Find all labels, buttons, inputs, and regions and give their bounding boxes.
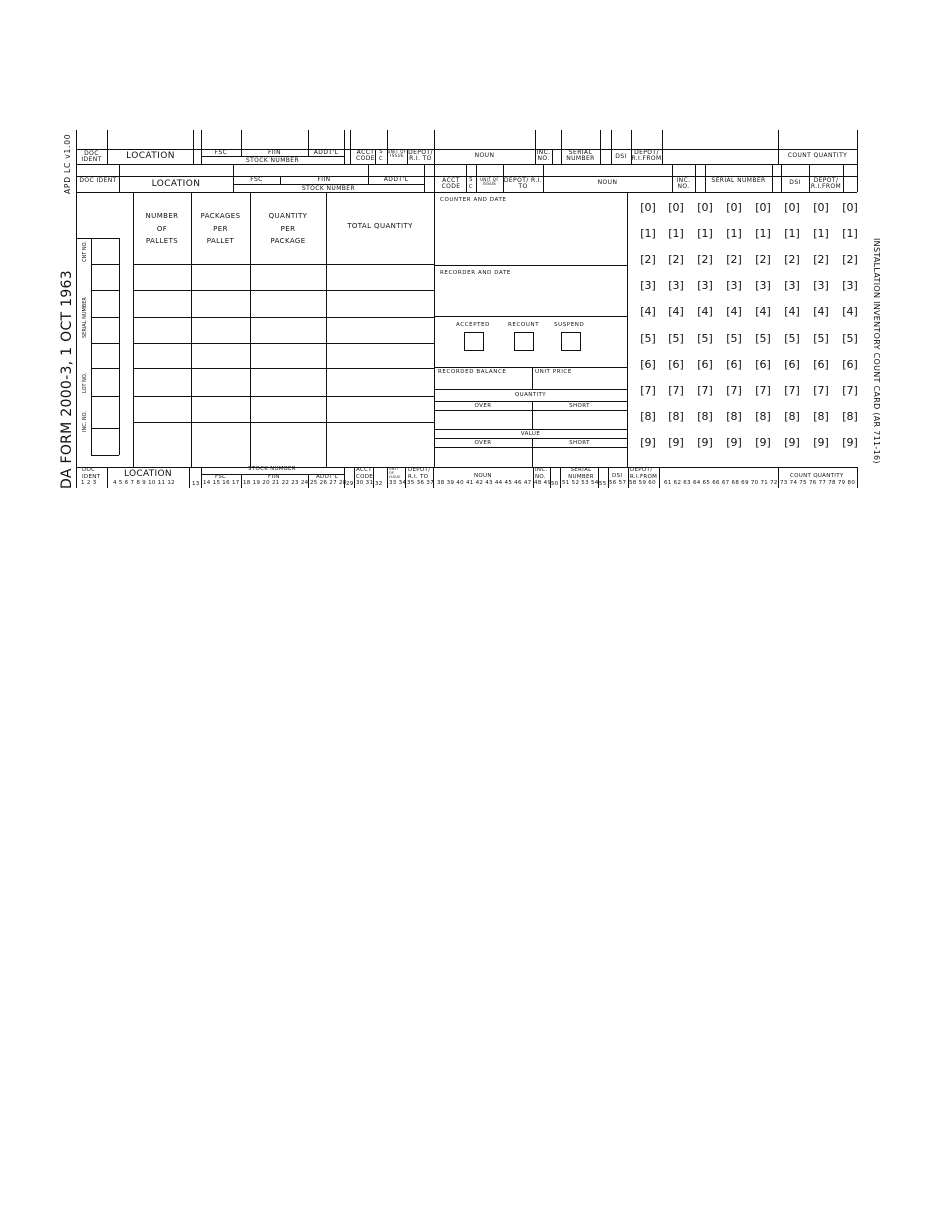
digit-4-3[interactable]: [3] [755,279,771,292]
f-col-50: 50 [551,481,559,487]
digit-5-7[interactable]: [7] [784,384,800,397]
f-col-35-37: 35 36 37 [407,480,434,486]
h1-location: LOCATION [126,151,175,161]
digit-6-3[interactable]: [3] [813,279,829,292]
col-packages-per-pallet: PACKAGES PER PALLET [200,212,241,245]
h1-count-quantity: COUNT QUANTITY [787,152,848,159]
digit-0-7[interactable]: [7] [640,384,656,397]
h1-s: S [379,149,383,155]
f-fsc: FSC [215,474,227,480]
f-stock-number: STOCK NUMBER [248,466,296,472]
counter-and-date: COUNTER AND DATE [440,197,507,203]
f-col-56-57: 56 57 [609,480,627,486]
h2-unit-of-issue: UNIT OF ISSUE [479,177,500,186]
h2-depot-from: DEPOT/ R.I.FROM [810,177,842,190]
digit-2-2[interactable]: [2] [697,253,713,266]
f-col-73-80: 73 74 75 76 77 78 79 80 [780,480,856,486]
digit-4-2[interactable]: [2] [755,253,771,266]
h2-s: S [469,177,473,183]
accepted-label: ACCEPTED [456,322,491,328]
label-cnt-no: CNT NO. [82,241,88,262]
digit-3-2[interactable]: [2] [726,253,742,266]
suspend-checkbox[interactable] [561,332,581,351]
digit-5-9[interactable]: [9] [784,436,800,449]
digit-7-8[interactable]: [8] [842,410,858,423]
digit-2-0[interactable]: [0] [697,201,713,214]
h2-dsi: DSI [789,179,801,186]
h1-fsc: FSC [214,149,228,156]
digit-2-3[interactable]: [3] [697,279,713,292]
digit-7-3[interactable]: [3] [842,279,858,292]
h2-inc-no: INC. NO. [676,177,691,190]
f-col-29: 29 [346,481,354,487]
digit-1-7[interactable]: [7] [668,384,684,397]
digit-1-9[interactable]: [9] [668,436,684,449]
h2-stock-number: STOCK NUMBER [301,185,356,192]
quantity-label: QUANTITY [514,392,547,398]
digit-3-8[interactable]: [8] [726,410,742,423]
f-col-33-34: 33 34 [389,480,407,486]
digit-5-2[interactable]: [2] [784,253,800,266]
digit-6-4[interactable]: [4] [813,305,829,318]
h2-doc-ident: DOC IDENT [79,177,117,184]
unit-price-label: UNIT PRICE [535,369,572,375]
label-lot-no: LOT NO. [82,372,88,393]
digit-2-8[interactable]: [8] [697,410,713,423]
digit-2-5[interactable]: [5] [697,332,713,345]
f-serial-number: SERIAL NUMBER [568,467,594,480]
recorded-balance-label: RECORDED BALANCE [438,369,507,375]
h1-serial-number: SERIAL NUMBER [566,149,595,162]
value-short-label: SHORT [569,440,590,446]
digit-4-8[interactable]: [8] [755,410,771,423]
f-col-48-49: 48 49 [534,480,552,486]
digit-7-6[interactable]: [6] [842,358,858,371]
digit-4-5[interactable]: [5] [755,332,771,345]
digit-5-8[interactable]: [8] [784,410,800,423]
digit-1-5[interactable]: [5] [668,332,684,345]
digit-0-6[interactable]: [6] [640,358,656,371]
digit-7-1[interactable]: [1] [842,227,858,240]
f-col-13: 13 [192,481,200,487]
digit-0-2[interactable]: [2] [640,253,656,266]
digit-1-8[interactable]: [8] [668,410,684,423]
f-col-51-54: 51 52 53 54 [562,480,599,486]
digit-0-9[interactable]: [9] [640,436,656,449]
f-depot-from: DEPOT/ R.I.FROM [630,467,658,480]
h1-addtl: ADDT'L [313,149,339,156]
digit-3-0[interactable]: [0] [726,201,742,214]
digit-4-9[interactable]: [9] [755,436,771,449]
f-col-25-28: 25 26 27 28 [310,480,347,486]
h1-stock-number: STOCK NUMBER [245,157,300,164]
digit-1-2[interactable]: [2] [668,253,684,266]
f-col-32: 32 [375,481,383,487]
accepted-checkbox[interactable] [464,332,484,351]
digit-0-1[interactable]: [1] [640,227,656,240]
digit-6-5[interactable]: [5] [813,332,829,345]
digit-5-5[interactable]: [5] [784,332,800,345]
h2-acct-code: ACCT CODE [441,177,461,190]
digit-2-4[interactable]: [4] [697,305,713,318]
digit-7-9[interactable]: [9] [842,436,858,449]
h1-fiin: FIIN [267,149,282,156]
digit-6-0[interactable]: [0] [813,201,829,214]
f-fiin: FIIN [268,474,280,480]
f-col-58-60: 58 59 60 [629,480,656,486]
digit-0-0[interactable]: [0] [640,201,656,214]
digit-4-7[interactable]: [7] [755,384,771,397]
h2-c: C [469,184,473,190]
digit-7-2[interactable]: [2] [842,253,858,266]
digit-2-6[interactable]: [6] [697,358,713,371]
digit-4-4[interactable]: [4] [755,305,771,318]
digit-7-0[interactable]: [0] [842,201,858,214]
f-doc-ident: DOC IDENT [82,467,101,480]
h1-doc-ident: DOC IDENT [81,150,102,163]
h2-serial-number: SERIAL NUMBER [711,177,766,184]
digit-2-9[interactable]: [9] [697,436,713,449]
f-col-30-31: 30 31 [356,480,374,486]
digit-6-9[interactable]: [9] [813,436,829,449]
digit-1-6[interactable]: [6] [668,358,684,371]
f-acct-code: ACCT CODE [356,467,374,480]
form-title: INSTALLATION INVENTORY COUNT CARD (AR 711-16) [872,238,881,464]
digit-6-6[interactable]: [6] [813,358,829,371]
f-dsi: DSI [612,473,623,479]
digit-1-1[interactable]: [1] [668,227,684,240]
label-serial-number: SERIAL NUMBER [82,297,88,338]
h2-noun: NOUN [597,179,618,186]
digit-5-3[interactable]: [3] [784,279,800,292]
f-addtl: ADDT'L [316,474,338,480]
digit-1-3[interactable]: [3] [668,279,684,292]
h2-fiin: FIIN [317,176,331,183]
col-quantity-per-package: QUANTITY PER PACKAGE [268,212,308,245]
digit-3-6[interactable]: [6] [726,358,742,371]
label-inc-no: INC. NO. [82,411,88,432]
f-inc-no: INC. NO. [535,467,548,480]
digit-3-9[interactable]: [9] [726,436,742,449]
digit-4-1[interactable]: [1] [755,227,771,240]
f-col-18-24: 18 19 20 21 22 23 24 [243,480,309,486]
h1-acct-code: ACCT CODE [356,149,375,162]
h1-noun: NOUN [474,152,495,159]
digit-6-1[interactable]: [1] [813,227,829,240]
h1-depot-from: DEPOT/ R.I.FROM [631,149,662,162]
digit-5-1[interactable]: [1] [784,227,800,240]
version-label: APD LC v1.00 [63,133,72,194]
h1-unit-of-issue: UNIT OF ISSUE [387,149,407,158]
digit-2-1[interactable]: [1] [697,227,713,240]
digit-6-7[interactable]: [7] [813,384,829,397]
digit-3-1[interactable]: [1] [726,227,742,240]
digit-3-7[interactable]: [7] [726,384,742,397]
h2-fsc: FSC [250,176,263,183]
digit-6-8[interactable]: [8] [813,410,829,423]
h1-c: C [379,156,383,162]
f-col-38-47: 38 39 40 41 42 43 44 45 46 47 [437,480,532,486]
f-col-55: 55 [599,481,607,487]
digit-3-5[interactable]: [5] [726,332,742,345]
digit-7-4[interactable]: [4] [842,305,858,318]
form-number: DA FORM 2000-3, 1 OCT 1963 [59,270,75,489]
digit-7-7[interactable]: [7] [842,384,858,397]
digit-3-4[interactable]: [4] [726,305,742,318]
digit-5-0[interactable]: [0] [784,201,800,214]
quantity-over-label: OVER [474,403,492,409]
col-number-of-pallets: NUMBER OF PALLETS [145,212,179,245]
recorder-and-date: RECORDER AND DATE [440,270,511,276]
h1-dsi: DSI [615,153,627,160]
f-noun: NOUN [474,473,492,479]
f-location: LOCATION [124,469,172,479]
suspend-label: SUSPEND [554,322,585,328]
digit-0-5[interactable]: [5] [640,332,656,345]
digit-0-3[interactable]: [3] [640,279,656,292]
value-label: VALUE [520,431,541,437]
digit-5-4[interactable]: [4] [784,305,800,318]
f-depot-to: DEPOT/ R.I. TO [408,467,431,480]
digit-5-6[interactable]: [6] [784,358,800,371]
quantity-short-label: SHORT [569,403,590,409]
f-col-61-72: 61 62 63 64 65 66 67 68 69 70 71 72 [664,480,778,486]
digit-7-5[interactable]: [5] [842,332,858,345]
digit-0-4[interactable]: [4] [640,305,656,318]
f-col-14-17: 14 15 16 17 [203,480,240,486]
recount-label: RECOUNT [508,322,540,328]
f-unit-of-issue: UNIT OF ISSUE [389,467,401,479]
h2-depot-to: DEPOT/ R.I. TO [503,177,543,190]
digit-3-3[interactable]: [3] [726,279,742,292]
h1-depot-to: DEPOT/ R.I. TO [408,149,433,162]
f-count-quantity: COUNT QUANTITY [790,473,844,479]
value-over-label: OVER [474,440,492,446]
f-col-4-12: 4 5 6 7 8 9 10 11 12 [113,480,175,486]
digit-4-6[interactable]: [6] [755,358,771,371]
digit-0-8[interactable]: [8] [640,410,656,423]
h2-location: LOCATION [151,179,201,189]
digit-2-7[interactable]: [7] [697,384,713,397]
digit-1-0[interactable]: [0] [668,201,684,214]
f-col-1-3: 1 2 3 [81,480,97,486]
digit-4-0[interactable]: [0] [755,201,771,214]
digit-1-4[interactable]: [4] [668,305,684,318]
h2-addtl: ADDT'L [383,176,409,183]
recount-checkbox[interactable] [514,332,534,351]
digit-6-2[interactable]: [2] [813,253,829,266]
h1-inc-no: INC. NO. [536,149,551,162]
col-total-quantity: TOTAL QUANTITY [347,222,413,230]
